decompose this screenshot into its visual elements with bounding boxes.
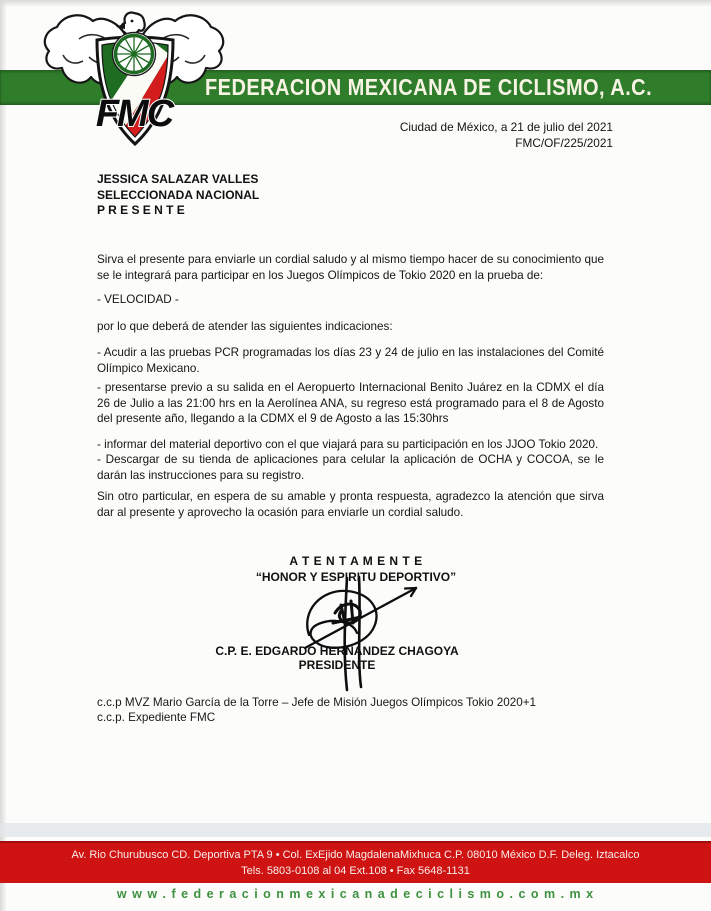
recipient-name: JESSICA SALAZAR VALLES [97, 172, 259, 186]
fmc-logo-icon [33, 4, 235, 154]
cc-line: c.c.p MVZ Mario García de la Torre – Jefe de Misión Juegos Olímpicos Tokio 2020+1 [97, 696, 537, 709]
signer-title: PRESIDENTE [298, 658, 376, 672]
signer-name: C.P. E. EDGARDO HERNANDEZ CHAGOYA [215, 644, 459, 658]
recipient-role: SELECCIONADA NACIONAL [97, 187, 260, 202]
indication-item: - Acudir a las pruebas PCR programadas los días 23 y 24 de julio en las instalaciones del Comité Olímpico Mexicano. [97, 346, 604, 375]
cc-line: c.c.p. Expediente FMC [97, 710, 216, 724]
letter-body [97, 252, 604, 520]
signature-scribble [295, 573, 425, 695]
atentamente-line: A T E N T A M E N T E [289, 554, 423, 568]
bicycle-wheel-icon [113, 33, 156, 76]
paragraph-closing: Sin otro particular, en espera de su amable y pronta respuesta, agradezco la atención que sirva dar al presente y aprovecho la ocasión para enviarle un cordial saludo. [97, 490, 604, 519]
footer-phones: Tels. 5803-0108 al 04 Ext.108 • Fax 5648-1131 [241, 865, 470, 877]
motto-line: “HONOR Y ESPIRITU DEPORTIVO” [255, 569, 457, 584]
indication-item: - presentarse previo a su salida en el Aeropuerto Internacional Benito Juárez en la CDMX el día 26 de Julio a las 21:00 hrs en la Aerolínea ANA, su regreso está programado para el 8 de Agosto del presente año, llegando a la CDMX el 9 de Agosto a las 15:30hrs [97, 381, 604, 425]
recipient-block [97, 172, 259, 219]
eagle-eye [131, 20, 134, 23]
footer-website: w w w . f e d e r a c i o n m e x i c a n a d e c i c l i s m o . c o m . m x [116, 887, 595, 901]
reference-number: FMC/OF/225/2021 [515, 136, 613, 150]
footer-bar [0, 841, 711, 883]
date-block [400, 119, 613, 151]
org-name: FEDERACION MEXICANA DE CICLISMO, A.C. [205, 74, 653, 100]
logo-monogram: FMC [95, 93, 173, 135]
indication-item: - informar del material deportivo con el que viajará para su participación en los JJOO Tokio 2020. [97, 437, 599, 451]
cc-block [97, 696, 536, 725]
paragraph-indications-intro: por lo que deberá de atender las siguientes indicaciones: [97, 319, 393, 333]
event-name: - VELOCIDAD - [97, 293, 179, 306]
footer-address: Av. Rio Churubusco CD. Deportiva PTA 9 • Col. ExEjido MagdalenaMixhuca C.P. 08010 México D.F. Deleg. Iztacalco [71, 849, 640, 861]
scan-edge-left [0, 0, 7, 911]
recipient-presente: P R E S E N T E [97, 203, 185, 217]
scan-band [0, 823, 711, 837]
paragraph-intro: Sirva el presente para enviarle un cordial saludo y al mismo tiempo hacer de su conocimiento que se le integrará para participar en los Juegos Olímpicos de Tokio 2020 en la prueba de: [97, 253, 604, 282]
indication-item: - Descargar de su tienda de aplicaciones para celular la aplicación de OCHA y COCOA, se le darán las instrucciones para su registro. [97, 453, 604, 482]
place-date: Ciudad de México, a 21 de julio del 2021 [399, 120, 613, 134]
